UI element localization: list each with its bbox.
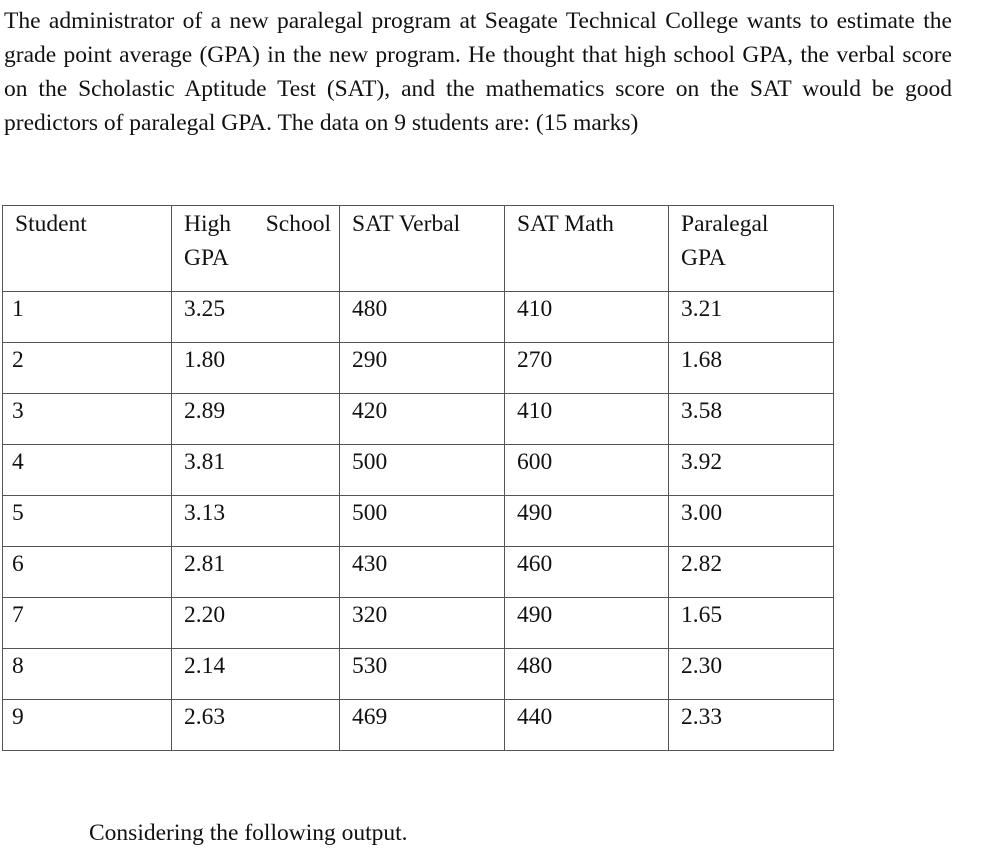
sat-math-cell: 460: [505, 547, 669, 598]
table-row: [3, 547, 834, 598]
table-row: [3, 700, 834, 751]
footer-text: Considering the following output.: [89, 820, 408, 846]
table-header-row: [3, 206, 834, 292]
header-paralegal-gpa: Paralegal GPA: [669, 206, 834, 292]
table-row: [3, 649, 834, 700]
paralegal-gpa-cell: 1.65: [669, 598, 834, 649]
student-cell: 9: [3, 700, 172, 751]
high-school-gpa-cell: 2.20: [172, 598, 340, 649]
sat-math-cell: 490: [505, 598, 669, 649]
paralegal-gpa-cell: 2.82: [669, 547, 834, 598]
sat-verbal-cell: 530: [340, 649, 505, 700]
student-cell: 3: [3, 394, 172, 445]
sat-verbal-cell: 290: [340, 343, 505, 394]
sat-verbal-cell: 500: [340, 496, 505, 547]
sat-math-cell: 600: [505, 445, 669, 496]
student-cell: 1: [3, 292, 172, 343]
student-cell: 6: [3, 547, 172, 598]
student-cell: 7: [3, 598, 172, 649]
sat-verbal-cell: 480: [340, 292, 505, 343]
table-row: [3, 343, 834, 394]
high-school-gpa-cell: 3.25: [172, 292, 340, 343]
sat-math-cell: 480: [505, 649, 669, 700]
header-student: Student: [3, 206, 172, 292]
table-row: [3, 598, 834, 649]
high-school-gpa-cell: 2.89: [172, 394, 340, 445]
student-cell: 2: [3, 343, 172, 394]
paralegal-gpa-cell: 2.33: [669, 700, 834, 751]
student-cell: 4: [3, 445, 172, 496]
student-data-table: [2, 205, 834, 751]
high-school-gpa-cell: 2.14: [172, 649, 340, 700]
sat-math-cell: 440: [505, 700, 669, 751]
student-cell: 8: [3, 649, 172, 700]
table-row: [3, 394, 834, 445]
header-high-school-gpa: High School GPA: [172, 206, 340, 292]
sat-verbal-cell: 500: [340, 445, 505, 496]
sat-math-cell: 410: [505, 292, 669, 343]
table-row: [3, 292, 834, 343]
high-school-gpa-cell: 2.63: [172, 700, 340, 751]
high-school-gpa-cell: 3.13: [172, 496, 340, 547]
sat-verbal-cell: 420: [340, 394, 505, 445]
sat-math-cell: 490: [505, 496, 669, 547]
sat-verbal-cell: 430: [340, 547, 505, 598]
table-row: [3, 445, 834, 496]
paralegal-gpa-cell: 3.92: [669, 445, 834, 496]
student-cell: 5: [3, 496, 172, 547]
problem-statement: The administrator of a new paralegal program at Seagate Technical College wants to estimate the grade point average (GPA) in the new program. He thought that high school GPA, the verbal score on the Scholastic Aptitude Test (SAT), and the mathematics score on the SAT would be good predictors of paralegal GPA. The data on 9 students are: (15 marks): [4, 8, 952, 136]
paralegal-gpa-cell: 2.30: [669, 649, 834, 700]
header-sat-verbal: SAT Verbal: [340, 206, 505, 292]
sat-math-cell: 270: [505, 343, 669, 394]
sat-verbal-cell: 469: [340, 700, 505, 751]
header-sat-math: SAT Math: [505, 206, 669, 292]
paralegal-gpa-cell: 1.68: [669, 343, 834, 394]
sat-verbal-cell: 320: [340, 598, 505, 649]
high-school-gpa-cell: 1.80: [172, 343, 340, 394]
high-school-gpa-cell: 3.81: [172, 445, 340, 496]
table-row: [3, 496, 834, 547]
paralegal-gpa-cell: 3.58: [669, 394, 834, 445]
high-school-gpa-cell: 2.81: [172, 547, 340, 598]
paralegal-gpa-cell: 3.21: [669, 292, 834, 343]
paralegal-gpa-cell: 3.00: [669, 496, 834, 547]
sat-math-cell: 410: [505, 394, 669, 445]
